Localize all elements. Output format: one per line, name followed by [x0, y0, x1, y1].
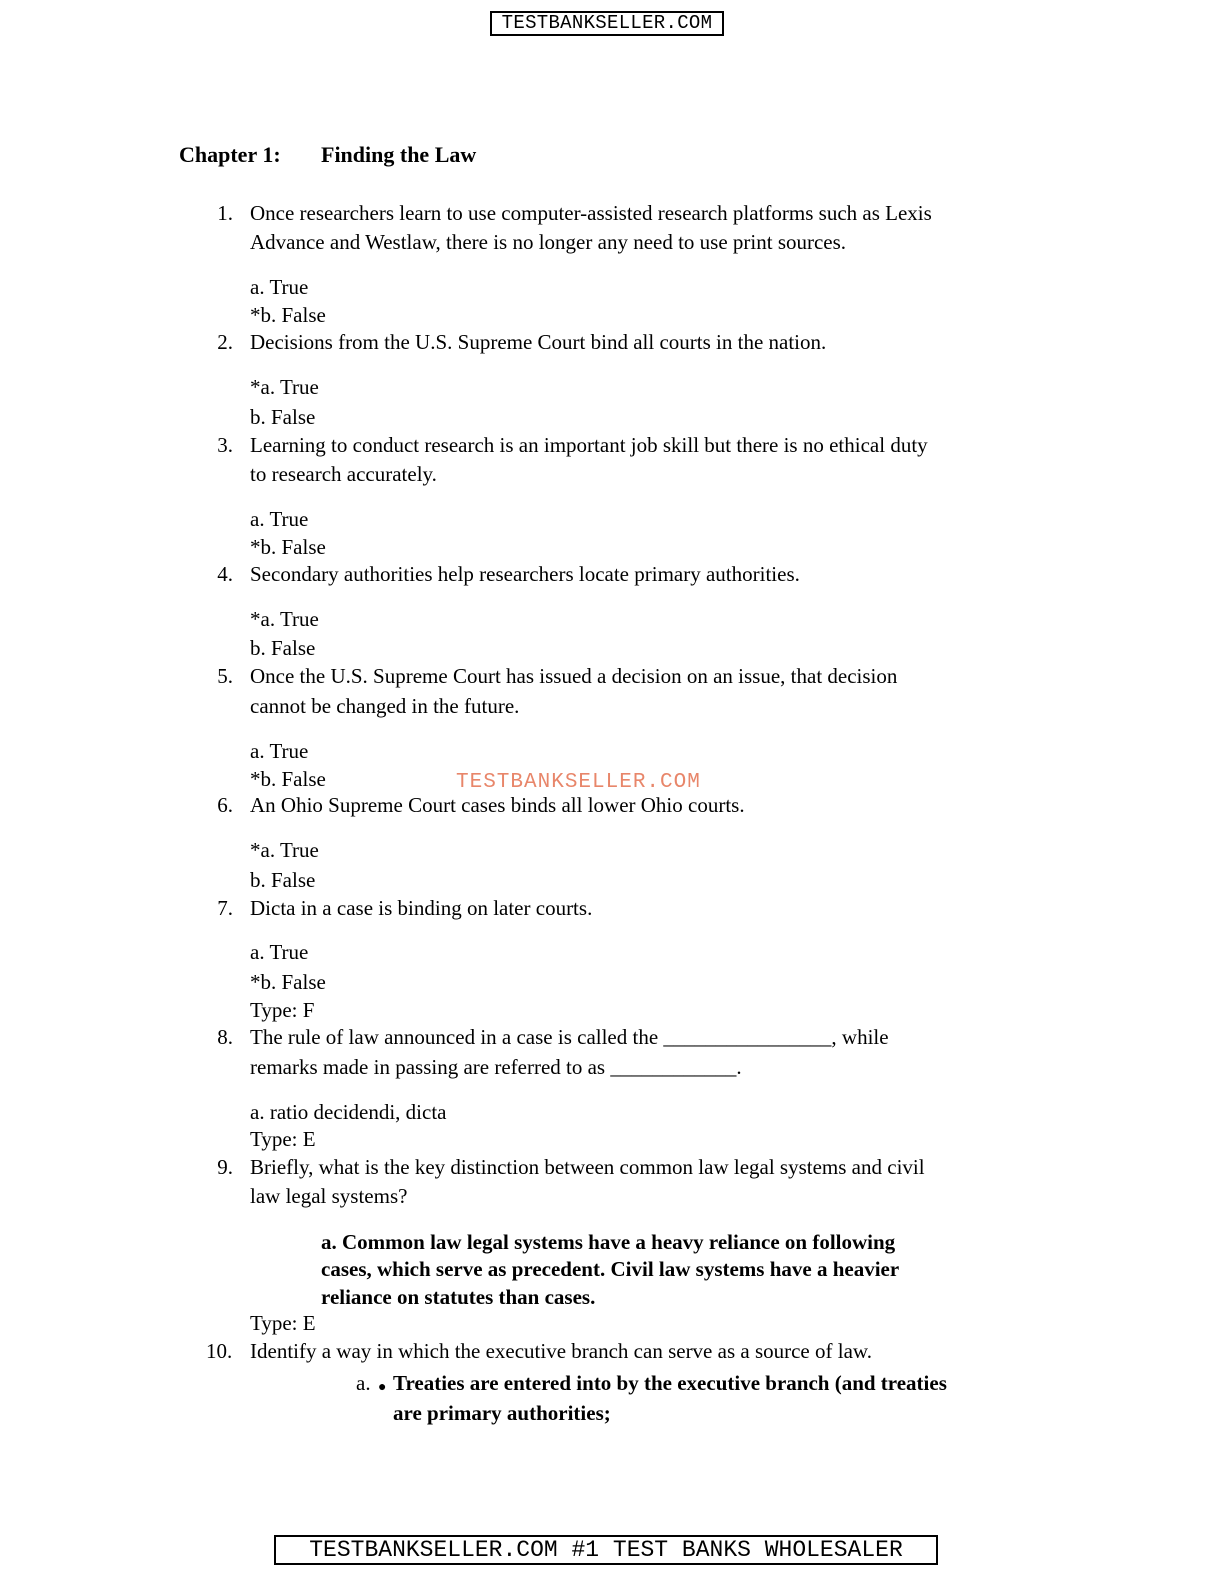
answer-text: a. Common law legal systems have a heavy reliance on following — [321, 1230, 896, 1254]
question-number: 5. — [217, 664, 233, 688]
answer-option: b. False — [250, 868, 316, 892]
question-number: 8. — [217, 1025, 233, 1049]
question-text: Learning to conduct research is an important job skill but there is no ethical duty — [250, 433, 928, 457]
question-number: 9. — [217, 1155, 233, 1179]
answer-prefix: a. — [356, 1371, 371, 1395]
question-number: 2. — [217, 330, 233, 354]
answer-option: a. ratio decidendi, dicta — [250, 1100, 447, 1124]
answer-option: a. True — [250, 275, 309, 299]
answer-option: *b. False — [250, 970, 326, 994]
answer-option: *a. True — [250, 838, 319, 862]
watermark: TESTBANKSELLER.COM — [456, 771, 701, 794]
question-number: 10. — [206, 1339, 233, 1363]
answer-option: *b. False — [250, 303, 326, 327]
question-text: remarks made in passing are referred to as ____________. — [250, 1055, 742, 1079]
footer-banner: TESTBANKSELLER.COM #1 TEST BANKS WHOLESALER — [274, 1535, 938, 1565]
question-number: 7. — [217, 896, 233, 920]
question-text: law legal systems? — [250, 1184, 408, 1208]
answer-option: a. True — [250, 940, 309, 964]
header-banner: TESTBANKSELLER.COM — [490, 11, 724, 36]
question-text: Briefly, what is the key distinction between common law legal systems and civil — [250, 1155, 925, 1179]
question-text: Once researchers learn to use computer-assisted research platforms such as Lexis — [250, 201, 932, 225]
answer-option: a. True — [250, 739, 309, 763]
answer-text: reliance on statutes than cases. — [321, 1285, 596, 1309]
question-text: Decisions from the U.S. Supreme Court bind all courts in the nation. — [250, 330, 827, 354]
question-text: cannot be changed in the future. — [250, 694, 520, 718]
answer-option: *a. True — [250, 375, 319, 399]
question-number: 1. — [217, 201, 233, 225]
answer-text: cases, which serve as precedent. Civil law systems have a heavier — [321, 1257, 900, 1281]
question-text: Once the U.S. Supreme Court has issued a decision on an issue, that decision — [250, 664, 898, 688]
question-text: Secondary authorities help researchers locate primary authorities. — [250, 562, 800, 586]
answer-text: are primary authorities; — [393, 1401, 611, 1425]
answer-option: b. False — [250, 405, 316, 429]
bullet-icon: ● — [378, 1380, 387, 1395]
answer-option: b. False — [250, 636, 316, 660]
question-text: Advance and Westlaw, there is no longer any need to use print sources. — [250, 230, 847, 254]
answer-option: a. True — [250, 507, 309, 531]
question-text: Identify a way in which the executive branch can serve as a source of law. — [250, 1339, 872, 1363]
answer-option: *b. False — [250, 767, 326, 791]
chapter-title: Finding the Law — [321, 142, 477, 167]
question-number: 6. — [217, 793, 233, 817]
question-text: The rule of law announced in a case is called the ________________, while — [250, 1025, 889, 1049]
answer-option: *a. True — [250, 607, 319, 631]
question-text: Dicta in a case is binding on later courts. — [250, 896, 593, 920]
chapter-label: Chapter 1: — [179, 142, 281, 167]
chapter-heading — [179, 142, 477, 168]
answer-text: Treaties are entered into by the executive branch (and treaties — [393, 1371, 947, 1395]
question-type: Type: E — [250, 1127, 316, 1151]
question-text: to research accurately. — [250, 462, 437, 486]
question-number: 4. — [217, 562, 233, 586]
question-text: An Ohio Supreme Court cases binds all lower Ohio courts. — [250, 793, 745, 817]
answer-option: *b. False — [250, 535, 326, 559]
question-number: 3. — [217, 433, 233, 457]
question-type: Type: F — [250, 998, 315, 1022]
question-type: Type: E — [250, 1311, 316, 1335]
